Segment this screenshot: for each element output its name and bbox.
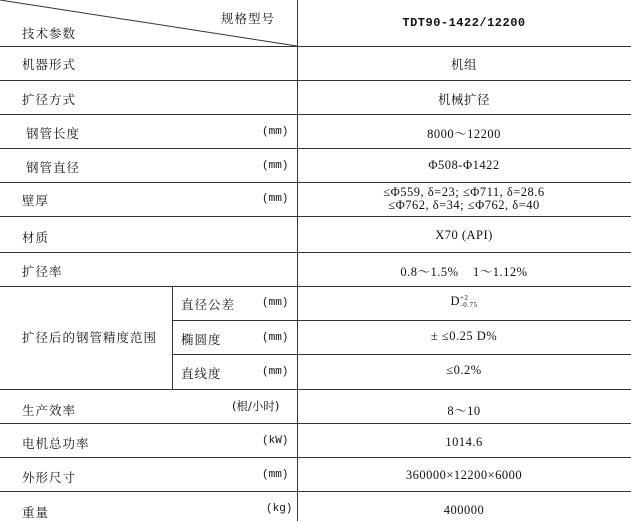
- row-unit-production-efficiency: (根/小时): [232, 399, 280, 413]
- row-value-overall-dimensions: 360000×12200×6000: [405, 468, 523, 482]
- row-divider: [0, 457, 631, 458]
- row-divider: [0, 114, 631, 115]
- row-value-pipe-length: 8000～12200: [427, 127, 501, 141]
- precision-group-label: 扩径后的钢管精度范围: [22, 330, 158, 345]
- row-value-wall-thickness-line2: ≤Φ762, δ=34; ≤Φ762, δ=40: [388, 198, 540, 212]
- precision-value-ovality: ± ≤0.25 D%: [430, 329, 498, 343]
- precision-unit-straightness: (mm): [262, 366, 289, 378]
- row-label-wall-thickness: 壁厚: [22, 193, 50, 208]
- row-unit-motor-power: (kW): [262, 435, 289, 447]
- row-label-pipe-length: 钢管长度: [26, 126, 81, 141]
- row-unit-wall-thickness: (mm): [262, 193, 289, 205]
- row-label-production-efficiency: 生产效率: [22, 403, 77, 418]
- row-label-overall-dimensions: 外形尺寸: [22, 470, 77, 485]
- row-divider: [0, 491, 631, 492]
- row-divider: [0, 80, 631, 81]
- row-label-pipe-diameter: 钢管直径: [26, 160, 81, 175]
- precision-value-straightness: ≤0.2%: [446, 363, 482, 377]
- precision-label-straightness: 直线度: [181, 366, 222, 381]
- row-value-weight: 400000: [443, 503, 485, 517]
- row-divider: [0, 148, 631, 149]
- tolerance-base: D: [450, 294, 460, 308]
- row-divider: [0, 423, 631, 424]
- row-value-production-efficiency: 8～10: [447, 404, 481, 418]
- row-divider: [0, 252, 631, 253]
- header-corner-top: 规格型号: [221, 11, 276, 26]
- row-value-wall-thickness-line1: ≤Φ559, δ=23; ≤Φ711, δ=28.6: [383, 185, 545, 199]
- row-value-pipe-diameter: Φ508-Φ1422: [428, 158, 500, 172]
- row-label-weight: 重量: [22, 505, 50, 520]
- row-unit-pipe-length: (mm): [262, 126, 289, 138]
- column-divider: [172, 286, 173, 389]
- header-corner-bottom: 技术参数: [22, 26, 77, 41]
- row-divider: [172, 320, 631, 321]
- precision-label-ovality: 椭圆度: [181, 332, 222, 347]
- row-unit-overall-dimensions: (mm): [262, 469, 289, 481]
- precision-unit-ovality: (mm): [262, 332, 289, 344]
- row-label-expansion-rate: 扩径率: [22, 264, 63, 279]
- row-divider: [172, 354, 631, 355]
- row-unit-weight: (kg): [266, 503, 293, 515]
- row-divider: [0, 286, 631, 287]
- model-number: TDT90-1422/12200: [402, 16, 526, 30]
- tolerance-upper: +2: [459, 294, 469, 302]
- row-value-form: 机组: [450, 58, 477, 72]
- row-unit-pipe-diameter: (mm): [262, 160, 289, 172]
- tolerance-lower: -0.75: [460, 301, 478, 309]
- row-label-expansion-method: 扩径方式: [22, 92, 77, 107]
- row-label-form: 机器形式: [22, 57, 77, 72]
- row-divider: [0, 216, 631, 217]
- row-value-expansion-method: 机械扩径: [437, 93, 490, 107]
- row-label-material: 材质: [22, 230, 50, 245]
- row-value-motor-power: 1014.6: [445, 435, 483, 449]
- row-divider: [0, 389, 631, 390]
- row-value-material: X70 (API): [435, 228, 493, 242]
- precision-value-diameter-tolerance: [297, 294, 631, 309]
- row-value-expansion-rate: 0.8～1.5% 1～1.12%: [400, 265, 528, 279]
- row-label-motor-power: 电机总功率: [22, 436, 90, 451]
- row-divider: [0, 182, 631, 183]
- precision-unit-diameter-tolerance: (mm): [262, 297, 289, 309]
- precision-label-diameter-tolerance: 直径公差: [181, 297, 236, 312]
